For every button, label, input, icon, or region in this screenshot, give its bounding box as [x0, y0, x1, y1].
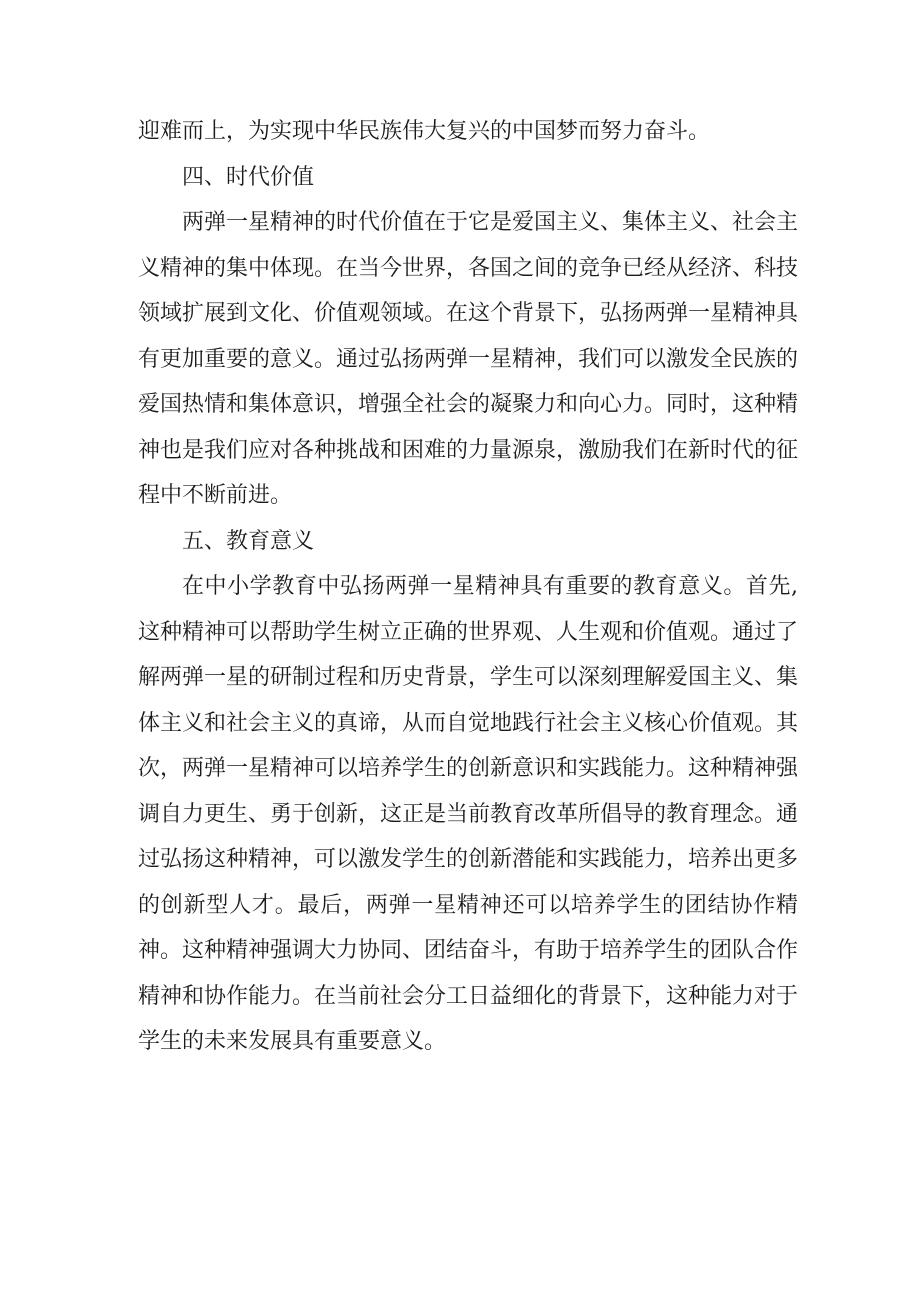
- paragraph-continuation: 迎难而上，为实现中华民族伟大复兴的中国梦而努力奋斗。: [138, 119, 711, 144]
- section-heading-education-significance: 五、教育意义: [182, 528, 315, 554]
- paragraph-era-value: 两弹一星精神的时代价值在于它是爱国主义、集体主义、社会主义精神的集中体现。在当今世界，各国之间的竞争已经从经济、科技领域扩展到文化、价值观领域。在这个背景下，弘扬两弹一星精神具有更加重要的意义。通过弘扬两弹一星精神，我们可以激发全民族的爱国热情和集体意识，增强全社会的凝聚力和向心力。同时，这种精神也是我们应对各种挑战和困难的力量源泉，激励我们在新时代的征程中不断前进。: [138, 210, 799, 508]
- document-body: [138, 109, 798, 1065]
- section-heading-era-value: 四、时代价值: [182, 164, 315, 190]
- paragraph-education-significance: 在中小学教育中弘扬两弹一星精神具有重要的教育意义。首先,这种精神可以帮助学生树立正确的世界观、人生观和价值观。通过了解两弹一星的研制过程和历史背景，学生可以深刻理解爱国主义、集体主义和社会主义的真谛，从而自觉地践行社会主义核心价值观。其次，两弹一星精神可以培养学生的创新意识和实践能力。这种精神强调自力更生、勇于创新，这正是当前教育改革所倡导的教育理念。通过弘扬这种精神，可以激发学生的创新潜能和实践能力，培养出更多的创新型人才。最后，两弹一星精神还可以培养学生的团结协作精神。这种精神强调大力协同、团结奋斗，有助于培养学生的团队合作精神和协作能力。在当前社会分工日益细化的背景下，这种能力对于学生的未来发展具有重要意义。: [138, 574, 799, 1054]
